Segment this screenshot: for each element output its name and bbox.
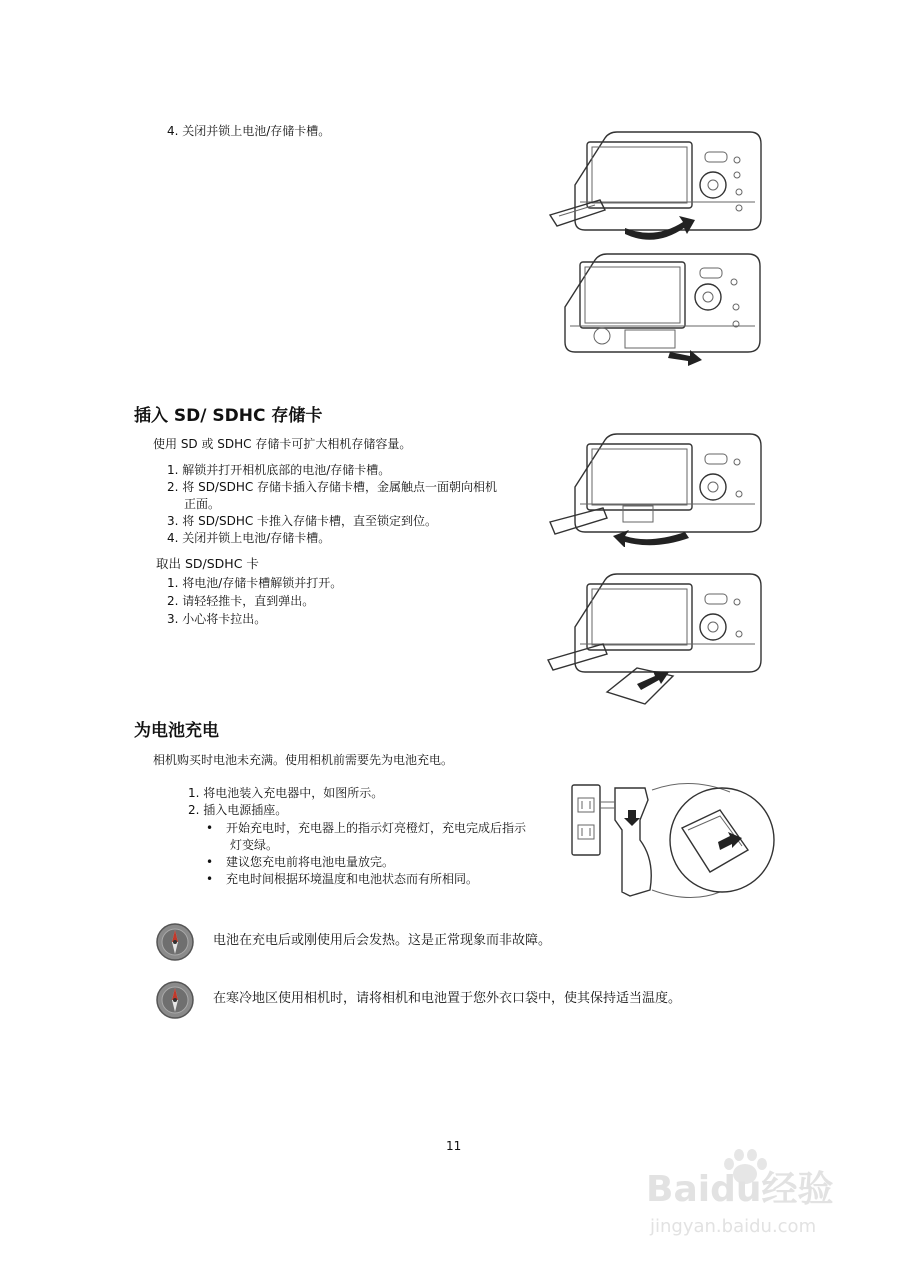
bullet-dot: •: [206, 855, 214, 869]
remove-step-3: 3. 小心将卡拉出。: [167, 612, 267, 626]
page-number: 11: [446, 1139, 462, 1153]
bullet-dot: •: [206, 821, 214, 835]
step-close-slot: 4. 关闭并锁上电池/存储卡槽。: [167, 124, 331, 138]
charge-bullet-3: 充电时间根据环境温度和电池状态而有所相同。: [226, 872, 479, 886]
sd-step-4: 4. 关闭并锁上电池/存储卡槽。: [167, 531, 331, 545]
remove-step-2: 2. 请轻轻推卡，直到弹出。: [167, 594, 315, 608]
watermark-url: jingyan.baidu.com: [650, 1216, 817, 1237]
charge-intro: 相机购买时电池未充满。使用相机前需要先为电池充电。: [153, 753, 454, 767]
charge-step-1: 1. 将电池装入充电器中，如图所示。: [188, 786, 384, 800]
watermark-brand: Baidu经验: [646, 1169, 834, 1210]
sd-section-heading: 插入 SD/ SDHC 存储卡: [134, 406, 323, 426]
sd-step-2: 2. 将 SD/SDHC 存储卡插入存储卡槽，金属触点一面朝向相机: [167, 480, 498, 494]
charge-bullet-1: 开始充电时，充电器上的指示灯亮橙灯，充电完成后指示: [226, 821, 527, 835]
charge-bullet-2: 建议您充电前将电池电量放完。: [226, 855, 395, 869]
note-cold-weather: 在寒冷地区使用相机时，请将相机和电池置于您外衣口袋中，使其保持适当温度。: [213, 991, 682, 1006]
camera-close-slot-illustration: [545, 130, 770, 242]
note-battery-heat: 电池在充电后或刚使用后会发热。这是正常现象而非故障。: [213, 933, 552, 948]
compass-note-icon: [155, 922, 195, 962]
charge-bullet-1-cont: 灯变绿。: [230, 838, 279, 852]
sd-intro: 使用 SD 或 SDHC 存储卡可扩大相机存储容量。: [153, 437, 412, 451]
sd-step-3: 3. 将 SD/SDHC 卡推入存储卡槽，直至锁定到位。: [167, 514, 438, 528]
remove-step-1: 1. 将电池/存储卡槽解锁并打开。: [167, 576, 343, 590]
camera-insert-card-illustration: [545, 432, 770, 547]
charge-section-heading: 为电池充电: [134, 721, 219, 741]
compass-note-icon: [155, 980, 195, 1020]
camera-lock-slot-illustration: [560, 252, 765, 367]
remove-card-title: 取出 SD/SDHC 卡: [156, 556, 259, 571]
charge-step-2: 2. 插入电源插座。: [188, 803, 288, 817]
sd-step-2-cont: 正面。: [184, 497, 221, 511]
camera-remove-card-illustration: [545, 572, 770, 712]
sd-step-1: 1. 解锁并打开相机底部的电池/存储卡槽。: [167, 463, 391, 477]
charger-illustration: [570, 780, 775, 905]
bullet-dot: •: [206, 872, 214, 886]
